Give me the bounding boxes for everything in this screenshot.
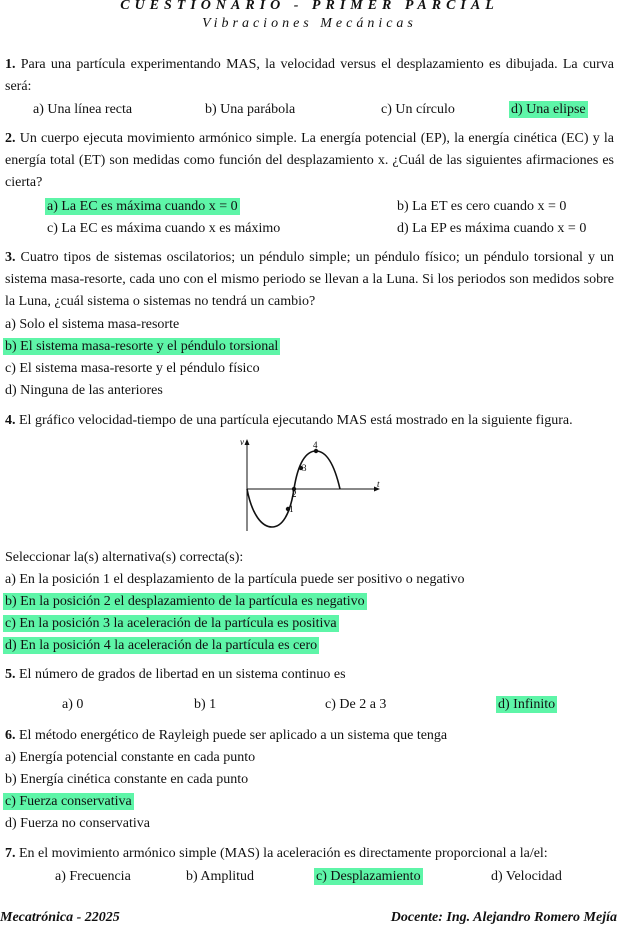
q3-option-d[interactable]: d) Ninguna de las anteriores	[5, 383, 163, 398]
page-subtitle: Vibraciones Mecánicas	[202, 16, 417, 31]
question-3: 3. Cuatro tipos de sistemas oscilatorios; un péndulo simple; un péndulo físico; un péndulo torsional y un sistema masa-resorte, cada uno con el mismo periodo se llevan a la Luna. Si los periodos son medidos sobre la Luna, ¿cuál sistema o sistemas no tendrá un cambio?	[5, 250, 614, 309]
question-4: 4. El gráfico velocidad-tiempo de una partícula ejecutando MAS está mostrado en la siguiente figura.	[5, 413, 573, 428]
q4-option-d-answer[interactable]: d) En la posición 4 la aceleración de la partícula es cero	[5, 638, 318, 653]
q7-option-a[interactable]: a) Frecuencia	[55, 869, 131, 884]
q7-option-c-answer[interactable]: c) Desplazamiento	[316, 869, 421, 884]
footer-course: Mecatrónica - 22025	[0, 910, 120, 925]
q6-option-b[interactable]: b) Energía cinética constante en cada punto	[5, 772, 249, 787]
q1-option-a[interactable]: a) Una línea recta	[33, 102, 133, 117]
q4-option-c-answer[interactable]: c) En la posición 3 la aceleración de la partícula es positiva	[5, 616, 337, 631]
x-axis-label: t	[377, 479, 380, 489]
q2-option-a-answer[interactable]: a) La EC es máxima cuando x = 0	[47, 199, 238, 214]
q6-option-c-answer[interactable]: c) Fuerza conservativa	[5, 794, 132, 809]
question-2: 2. Un cuerpo ejecuta movimiento armónico simple. La energía potencial (EP), la energía cinética (EC) y la energía total (ET) son medidas como función del desplazamiento x. ¿Cuál de las siguientes afirmaciones es cierta?	[5, 131, 614, 190]
q2-option-d[interactable]: d) La EP es máxima cuando x = 0	[397, 221, 587, 236]
q6-option-a[interactable]: a) Energía potencial constante en cada punto	[5, 750, 256, 765]
q1-option-c[interactable]: c) Un círculo	[381, 102, 455, 117]
footer-teacher: Docente: Ing. Alejandro Romero Mejía	[390, 910, 617, 925]
point-4-label: 4	[313, 440, 318, 450]
question-6: 6. El método energético de Rayleigh puede ser aplicado a un sistema que tenga	[5, 728, 448, 743]
q3-option-a[interactable]: a) Solo el sistema masa-resorte	[5, 317, 180, 332]
q5-option-b[interactable]: b) 1	[194, 697, 217, 712]
question-7: 7. En el movimiento armónico simple (MAS) la aceleración es directamente proporcional a la/el:	[5, 846, 548, 861]
point-1-label: 1	[289, 504, 294, 514]
question-5: 5. El número de grados de libertad en un sistema continuo es	[5, 667, 346, 682]
question-1: 1. Para una partícula experimentando MAS, la velocidad versus el desplazamiento es dibujada. La curva será:	[5, 57, 614, 94]
point-2-label: 2	[292, 489, 297, 499]
q4-option-a[interactable]: a) En la posición 1 el desplazamiento de la partícula puede ser positivo o negativo	[5, 572, 465, 587]
page-title: CUESTIONARIO - PRIMER PARCIAL	[120, 0, 499, 13]
q3-option-c[interactable]: c) El sistema masa-resorte y el péndulo físico	[5, 361, 260, 376]
q5-option-d-answer[interactable]: d) Infinito	[498, 697, 556, 712]
q4-option-b-answer[interactable]: b) En la posición 2 el desplazamiento de la partícula es negativo	[5, 594, 365, 609]
q2-option-c[interactable]: c) La EC es máxima cuando x es máximo	[47, 221, 281, 236]
q2-option-b[interactable]: b) La ET es cero cuando x = 0	[397, 199, 567, 214]
y-axis-label: v	[240, 437, 244, 447]
q1-option-b[interactable]: b) Una parábola	[205, 102, 296, 117]
velocity-time-graph	[230, 435, 390, 535]
q3-option-b-answer[interactable]: b) El sistema masa-resorte y el péndulo torsional	[5, 339, 279, 354]
q7-option-b[interactable]: b) Amplitud	[186, 869, 255, 884]
q7-option-d[interactable]: d) Velocidad	[491, 869, 562, 884]
q5-option-c[interactable]: c) De 2 a 3	[325, 697, 387, 712]
q1-option-d-answer[interactable]: d) Una elipse	[511, 102, 586, 117]
q6-option-d[interactable]: d) Fuerza no conservativa	[5, 816, 150, 831]
q4-prompt: Seleccionar la(s) alternativa(s) correcta(s):	[5, 550, 244, 565]
q5-option-a[interactable]: a) 0	[62, 697, 84, 712]
point-3-label: 3	[302, 463, 307, 473]
y-axis-arrow	[245, 439, 250, 445]
